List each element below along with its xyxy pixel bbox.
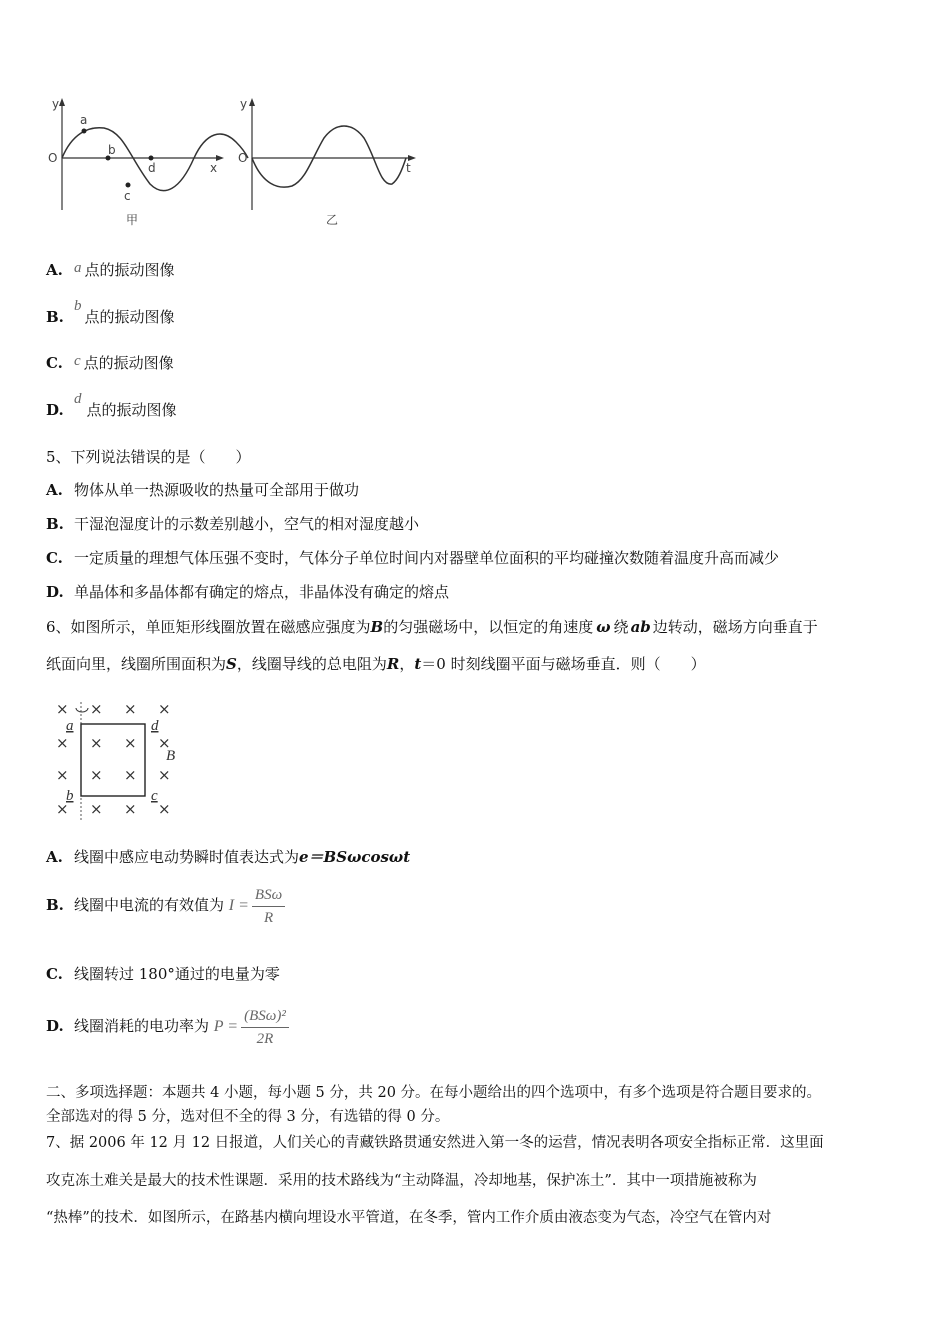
corner-c-label: c: [151, 788, 158, 804]
graph2-y-label: y: [240, 97, 248, 111]
stem-text: 的匀强磁场中，以恒定的角速度: [383, 618, 594, 636]
stem-text: 6、如图所示，单匝矩形线圈放置在磁感应强度为: [46, 618, 371, 636]
option-text: 线圈中电流的有效值为: [74, 896, 225, 914]
option-letter: A.: [46, 481, 63, 499]
q7-line3: “热棒”的技术．如图所示，在路基内横向埋设水平管道，在冬季，管内工作介质由液态变为气态，冷空气在管内对: [46, 1210, 772, 1226]
field-B-label: B: [166, 748, 176, 764]
option-text: 一定质量的理想气体压强不变时，气体分子单位时间内对器壁单位面积的平均碰撞次数随着温度升高而减少: [74, 549, 780, 567]
q6-option-b: [46, 884, 285, 928]
option-variable: d: [74, 391, 82, 407]
cross: ×: [90, 700, 103, 718]
option-letter: C.: [46, 965, 63, 983]
rotation-arrow-icon: [76, 708, 88, 712]
cross: ×: [158, 800, 171, 818]
option-letter: C.: [46, 549, 63, 567]
option-text: 线圈转过 180°通过的电量为零: [74, 965, 280, 983]
q6-stem-line2: [46, 654, 706, 674]
graph2-x-label: t: [406, 161, 411, 175]
var-omega: ω: [596, 618, 611, 636]
wave-graph-jia: [48, 97, 248, 227]
cross: ×: [124, 734, 137, 752]
option-text: 点的振动图像: [86, 401, 177, 419]
graph2-origin: O: [238, 151, 248, 165]
q5-stem: 5、下列说法错误的是（ ）: [46, 448, 251, 466]
point-c-label: c: [124, 189, 131, 203]
cross: ×: [124, 800, 137, 818]
cross: ×: [158, 700, 171, 718]
q4-option-a: [46, 260, 175, 281]
section2-instructions-line1: 二、多项选择题：本题共 4 小题，每小题 5 分，共 20 分。在每小题给出的四个选项中，有多个选项是符合题目要求的。: [46, 1085, 822, 1101]
option-text: 点的振动图像: [83, 354, 174, 372]
formula-lhs: I =: [228, 897, 249, 914]
formula-lhs: P =: [213, 1018, 239, 1035]
option-letter: D.: [46, 583, 64, 601]
stem-text: ，: [399, 655, 415, 673]
var-ab: ab: [630, 618, 651, 636]
fraction-numerator: BSω: [252, 886, 285, 907]
formula-emf: e＝BSωcosωt: [299, 848, 411, 866]
formula-fraction: [252, 886, 285, 927]
option-variable: c: [74, 353, 81, 369]
corner-b-label: b: [66, 788, 74, 804]
var-t: t: [414, 655, 422, 673]
cross: ×: [56, 734, 69, 752]
cross: ×: [158, 734, 171, 752]
graph1-y-label: y: [52, 97, 60, 111]
stem-text: 边转动，磁场方向垂直于: [652, 618, 818, 636]
cross: ×: [56, 766, 69, 784]
formula-fraction: [241, 1007, 289, 1048]
stem-text: 绕: [613, 618, 629, 636]
section2-instructions-line2: 全部选对的得 5 分，选对但不全的得 3 分，有选错的得 0 分。: [46, 1109, 450, 1125]
fraction-denominator: 2R: [256, 1030, 274, 1047]
point-b-label: b: [108, 143, 116, 157]
cross: ×: [56, 700, 69, 718]
option-letter: A.: [46, 848, 63, 866]
point-d-label: d: [148, 161, 156, 175]
option-letter: C.: [46, 354, 63, 372]
option-letter: B.: [46, 896, 64, 914]
wave-graph-yi: [238, 97, 416, 227]
var-S: S: [226, 655, 237, 673]
option-variable: a: [74, 260, 82, 276]
option-text: 线圈中感应电动势瞬时值表达式为: [74, 848, 300, 866]
graph1-x-label: x: [210, 161, 218, 175]
stem-text: ＝0 时刻线圈平面与磁场垂直．则（ ）: [421, 655, 706, 673]
option-letter: B.: [46, 308, 64, 326]
cross: ×: [90, 800, 103, 818]
fraction-numerator: (BSω)²: [241, 1007, 289, 1028]
var-R: R: [386, 655, 400, 673]
cross: ×: [158, 766, 171, 784]
q7-line1: 7、据 2006 年 12 月 12 日报道，人们关心的青藏铁路贯通安然进入第一冬的运营，情况表明各项安全指标正常．这里面: [46, 1135, 824, 1151]
option-text: 单晶体和多晶体都有确定的熔点，非晶体没有确定的熔点: [74, 583, 450, 601]
option-letter: B.: [46, 515, 64, 533]
q5-option-b: [46, 514, 419, 534]
q6-option-d: [46, 1004, 289, 1050]
stem-text: 纸面向里，线圈所围面积为: [46, 655, 227, 673]
corner-d-label: d: [151, 718, 159, 734]
q5-option-c: [46, 548, 779, 568]
q6-stem-line1: [46, 617, 818, 637]
q5-option-a: [46, 480, 359, 500]
option-text: 点的振动图像: [84, 261, 175, 279]
graph2-caption: 乙: [326, 213, 339, 227]
var-B: B: [370, 618, 384, 636]
option-text: 线圈消耗的电功率为: [74, 1017, 210, 1035]
stem-text: ，线圈导线的总电阻为: [236, 655, 387, 673]
option-letter: D.: [46, 401, 64, 419]
option-text: 物体从单一热源吸收的热量可全部用于做功: [74, 481, 360, 499]
cross: ×: [90, 734, 103, 752]
option-text: 干湿泡湿度计的示数差别越小，空气的相对湿度越小: [74, 515, 420, 533]
q6-option-a: [46, 847, 410, 867]
coil-figure: [50, 698, 190, 823]
q4-option-b: [46, 298, 175, 328]
cross: ×: [124, 700, 137, 718]
option-variable: b: [74, 298, 82, 314]
q5-option-d: [46, 582, 449, 602]
wave-figure: [40, 92, 430, 232]
graph1-caption: 甲: [126, 213, 139, 227]
q4-option-c: [46, 353, 174, 374]
option-text: 点的振动图像: [84, 308, 175, 326]
point-a-label: a: [80, 113, 88, 127]
cross: ×: [124, 766, 137, 784]
graph1-origin: O: [48, 151, 58, 165]
cross: ×: [56, 800, 69, 818]
q4-option-d: [46, 391, 177, 421]
q7-line2: 攻克冻土难关是最大的技术性课题．采用的技术路线为“主动降温，冷却地基，保护冻土”．其中一项措施被称为: [46, 1173, 757, 1189]
corner-a-label: a: [66, 718, 74, 734]
option-letter: D.: [46, 1017, 64, 1035]
cross: ×: [90, 766, 103, 784]
q6-option-c: [46, 964, 280, 984]
fraction-denominator: R: [263, 909, 274, 926]
option-letter: A.: [46, 261, 63, 279]
